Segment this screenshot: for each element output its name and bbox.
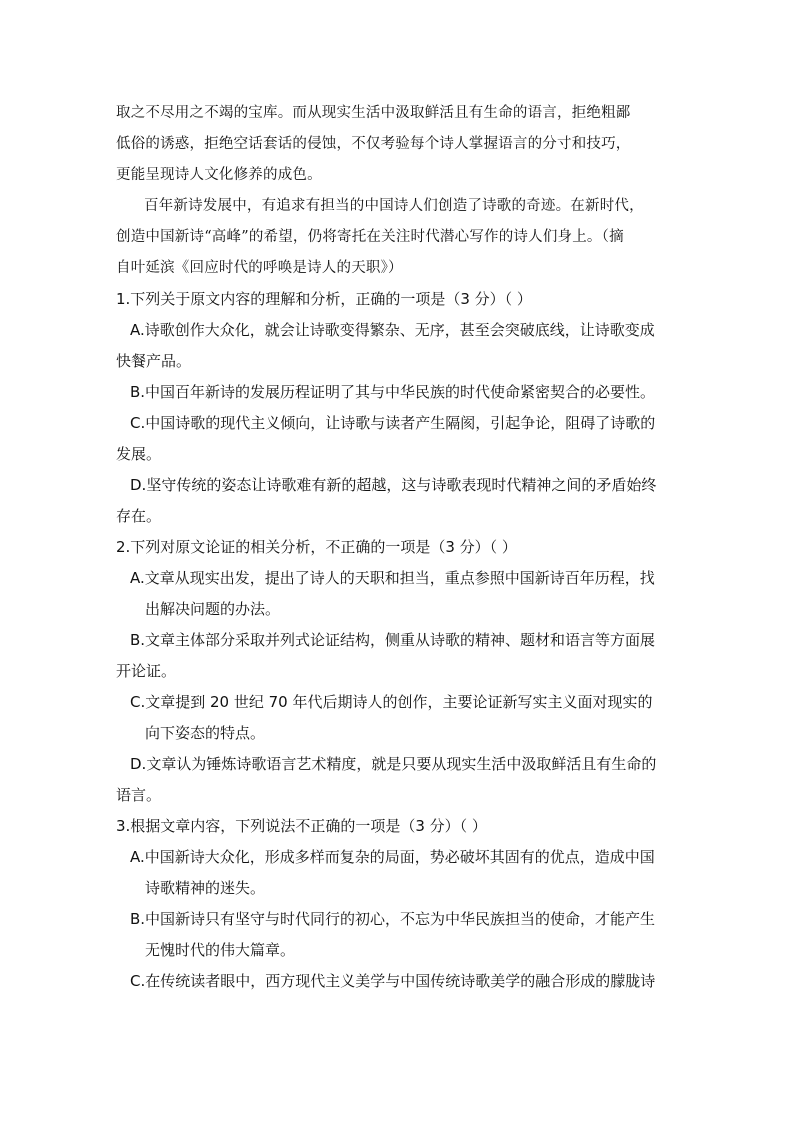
question-3-stem: 3.根据文章内容，下列说法不正确的一项是（3 分）（ ） bbox=[116, 817, 487, 835]
passage-line: 百年新诗发展中，有追求有担当的中国诗人们创造了诗歌的奇迹。在新时代， bbox=[144, 198, 644, 214]
question-1-option-d-cont: 存在。 bbox=[116, 507, 162, 525]
question-1-option-c-cont: 发展。 bbox=[116, 445, 162, 463]
question-2-option-d-cont: 语言。 bbox=[116, 786, 162, 804]
question-3-option-a: A.中国新诗大众化，形成多样而复杂的局面，势必破坏其固有的优点，造成中国 bbox=[130, 848, 655, 866]
question-2-option-a: A.文章从现实出发，提出了诗人的天职和担当，重点参照中国新诗百年历程，找 bbox=[130, 569, 655, 587]
question-1-option-a: A.诗歌创作大众化，就会让诗歌变得繁杂、无序，甚至会突破底线，让诗歌变成 bbox=[130, 321, 655, 339]
question-2-option-d: D.文章认为锤炼诗歌语言艺术精度，就是只要从现实生活中汲取鲜活且有生命的 bbox=[130, 755, 657, 773]
question-2-stem: 2.下列对原文论证的相关分析，不正确的一项是（3 分）（ ） bbox=[116, 538, 517, 556]
question-2-option-c-cont: 向下姿态的特点。 bbox=[145, 724, 266, 742]
question-1-option-a-cont: 快餐产品。 bbox=[116, 352, 192, 370]
question-1-stem: 1.下列关于原文内容的理解和分析，正确的一项是（3 分）（ ） bbox=[116, 290, 532, 308]
question-3-option-a-cont: 诗歌精神的迷失。 bbox=[145, 879, 266, 897]
passage-line: 更能呈现诗人文化修养的成色。 bbox=[116, 167, 322, 183]
question-2-option-b-cont: 开论证。 bbox=[116, 662, 177, 680]
passage-line: 低俗的诱惑，拒绝空话套话的侵蚀，不仅考验每个诗人掌握语言的分寸和技巧， bbox=[116, 136, 631, 152]
passage-line: 自叶延滨《回应时代的呼唤是诗人的天职》） bbox=[116, 260, 403, 276]
question-2-option-c: C.文章提到 20 世纪 70 年代后期诗人的创作，主要论证新写实主义面对现实的 bbox=[130, 693, 653, 711]
question-1-option-b: B.中国百年新诗的发展历程证明了其与中华民族的时代使命紧密契合的必要性。 bbox=[130, 383, 656, 401]
question-2-option-b: B.文章主体部分采取并列式论证结构，侧重从诗歌的精神、题材和语言等方面展 bbox=[130, 631, 656, 649]
question-3-option-c: C.在传统读者眼中，西方现代主义美学与中国传统诗歌美学的融合形成的朦胧诗 bbox=[130, 972, 656, 990]
question-3-option-b: B.中国新诗只有坚守与时代同行的初心，不忘为中华民族担当的使命，才能产生 bbox=[130, 910, 656, 928]
passage-line: 取之不尽用之不竭的宝库。而从现实生活中汲取鲜活且有生命的语言，拒绝粗鄙 bbox=[116, 105, 631, 121]
passage-line: 创造中国新诗“高峰”的希望，仍将寄托在关注时代潜心写作的诗人们身上。（摘 bbox=[116, 229, 624, 245]
question-2-option-a-cont: 出解决问题的办法。 bbox=[145, 600, 281, 618]
question-3-option-b-cont: 无愧时代的伟大篇章。 bbox=[145, 941, 296, 959]
question-1-option-d: D.坚守传统的姿态让诗歌难有新的超越，这与诗歌表现时代精神之间的矛盾始终 bbox=[130, 476, 657, 494]
question-1-option-c: C.中国诗歌的现代主义倾向，让诗歌与读者产生隔阂，引起争论，阻碍了诗歌的 bbox=[130, 414, 656, 432]
